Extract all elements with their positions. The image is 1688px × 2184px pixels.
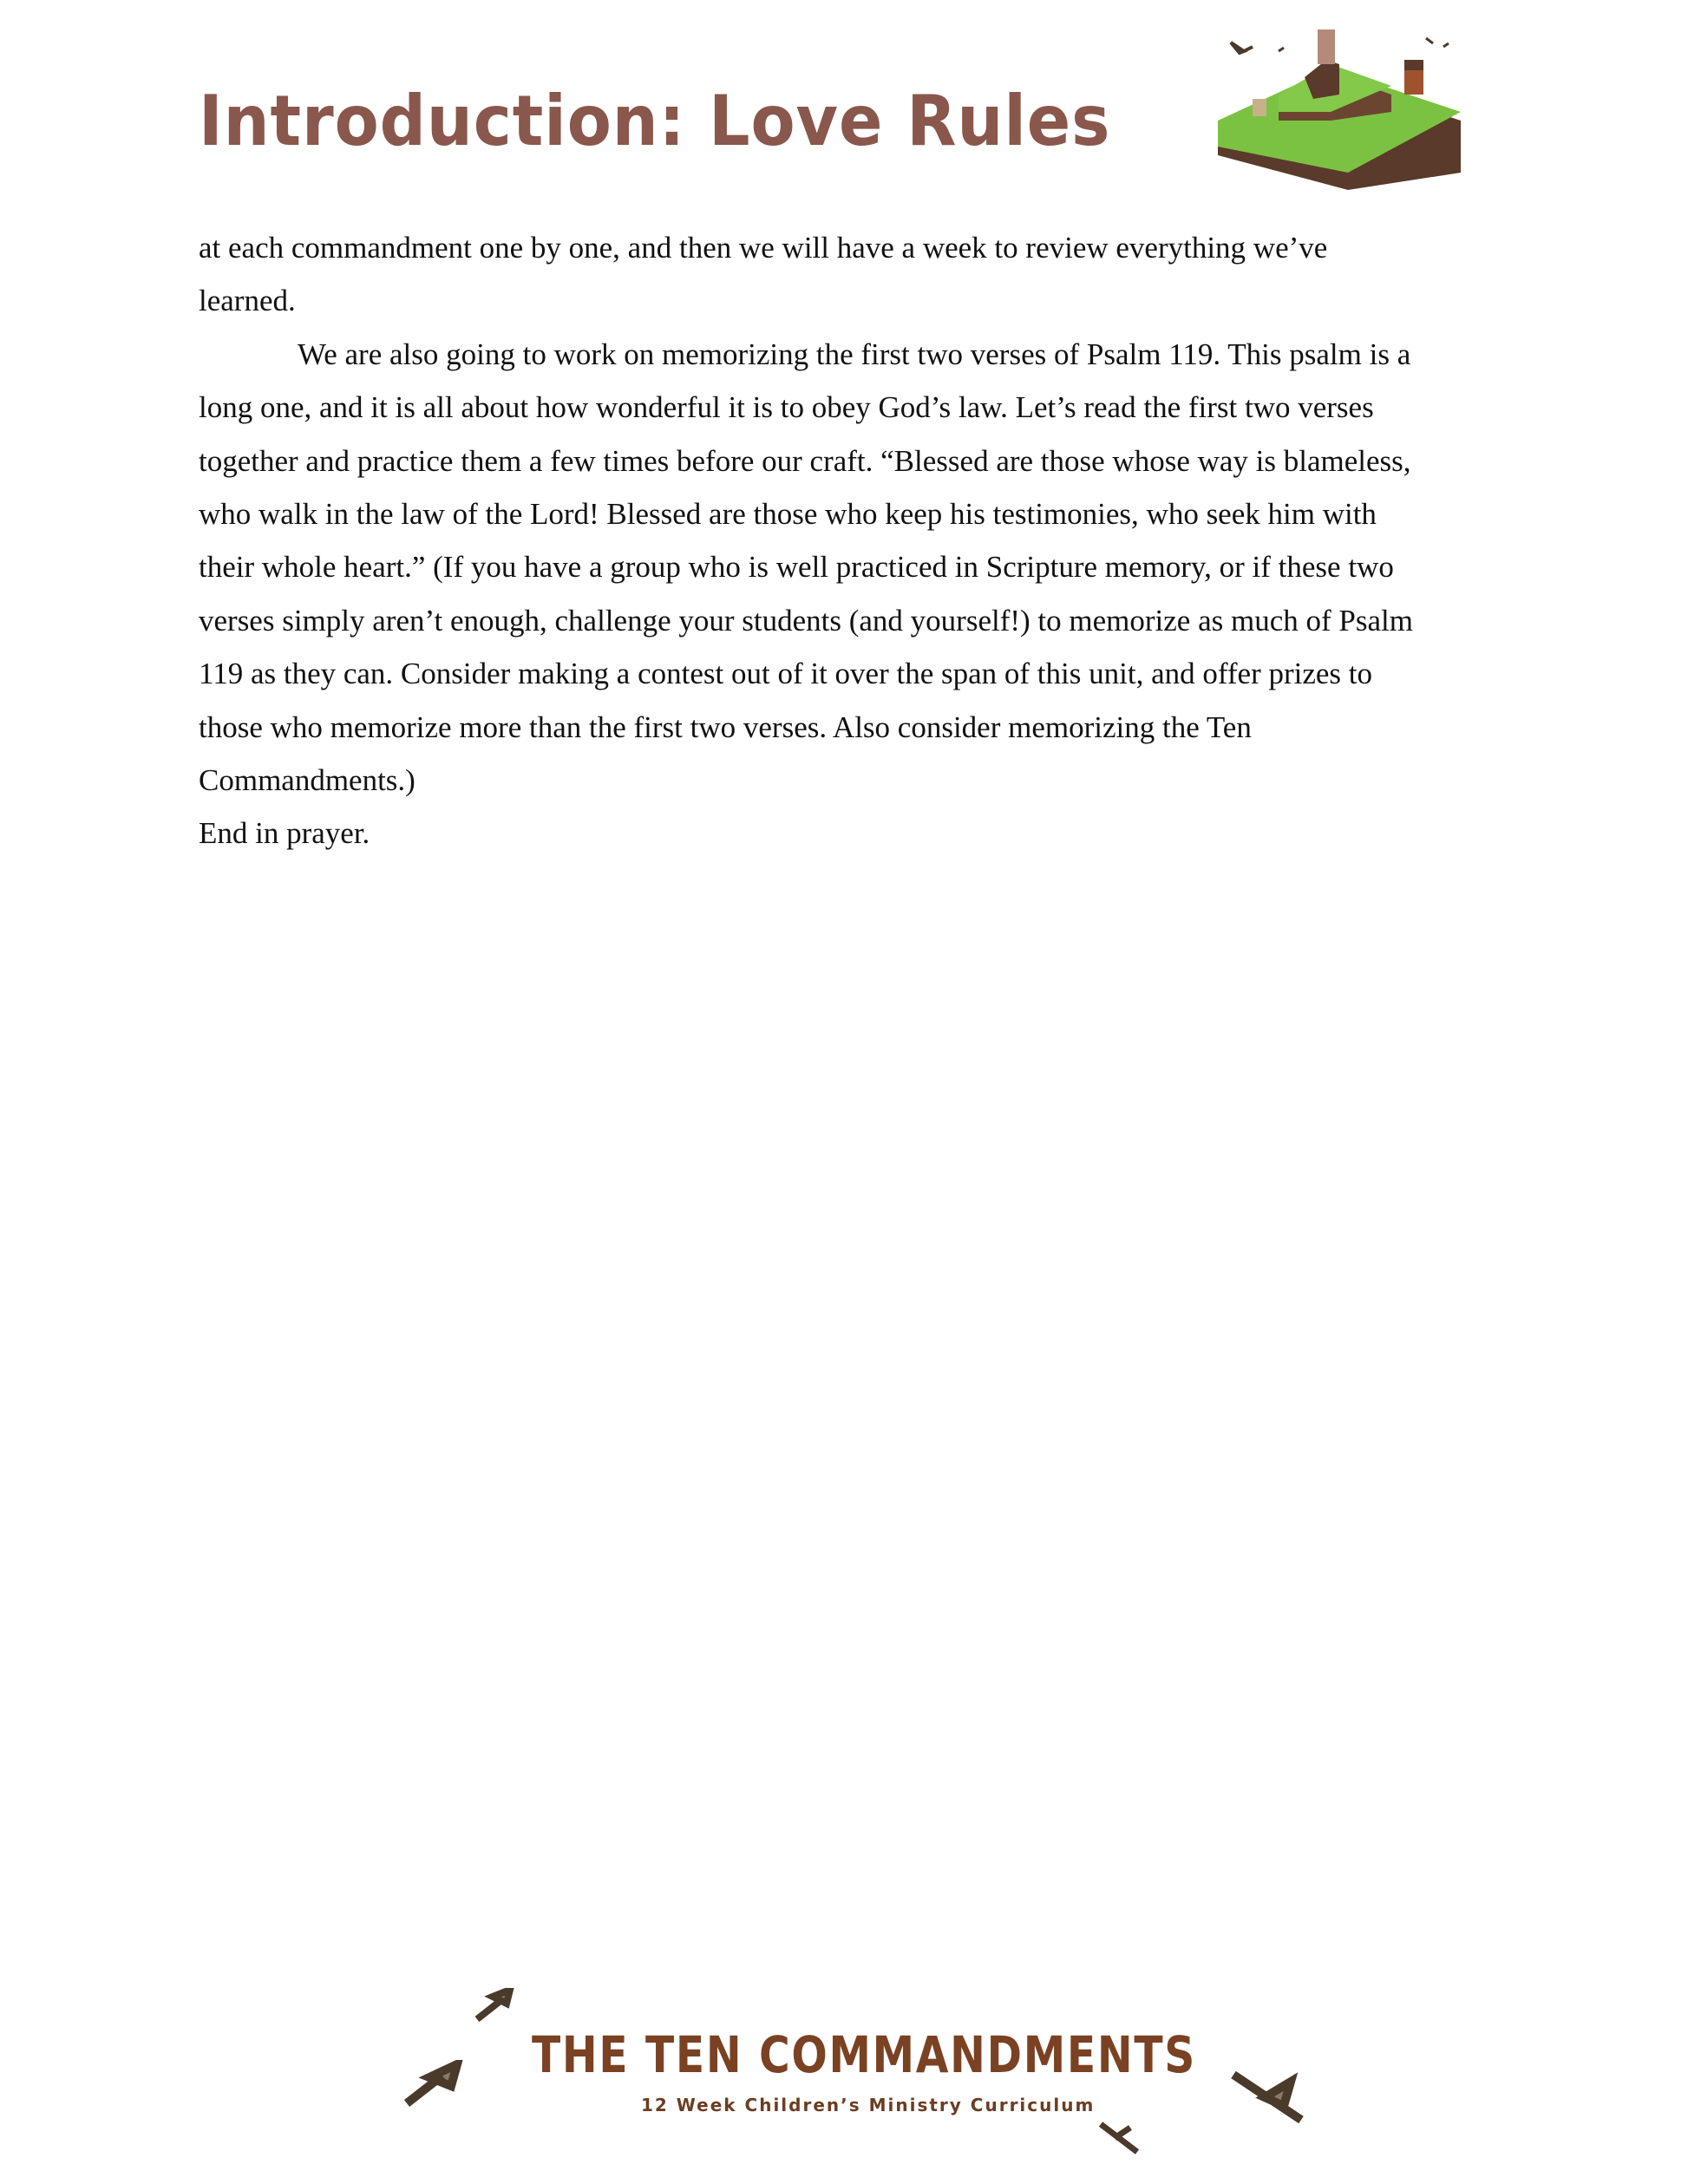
text-line: who walk in the law of the Lord! Blessed are those who keep his testimonies, who seek him with: [199, 496, 1377, 531]
footer-title: THE TEN COMMANDMENTS: [532, 2025, 1197, 2084]
bird-icon: [1230, 2071, 1308, 2123]
text-line: 119 as they can. Consider making a contest out of it over the span of this unit, and offer prizes to: [199, 657, 1373, 691]
text-line: their whole heart.” (If you have a group who is well practiced in Scripture memory, or if these two: [199, 550, 1394, 585]
text-line: learned.: [199, 284, 296, 318]
text-line: End in prayer.: [199, 816, 370, 851]
mountain-illustration-icon: [1201, 25, 1469, 190]
page-title: Introduction: Love Rules: [199, 81, 1111, 161]
body-text: [199, 221, 1500, 860]
bird-icon: [403, 2060, 464, 2108]
bird-icon: [1097, 2121, 1141, 2155]
text-line: together and practice them a few times before our craft. “Blessed are those whose way is blameless,: [199, 443, 1411, 478]
footer-subtitle: 12 Week Children’s Ministry Curriculum: [641, 2095, 1096, 2115]
footer-logo: [399, 1978, 1318, 2151]
bird-icon: [475, 1988, 519, 2023]
text-line: those who memorize more than the first two verses. Also consider memorizing the Ten: [199, 709, 1252, 744]
text-line: long one, and it is all about how wonderful it is to obey God’s law. Let’s read the first two verses: [199, 390, 1374, 425]
text-line: Commandments.): [199, 762, 415, 797]
text-line: at each commandment one by one, and then we will have a week to review everything we’ve: [199, 231, 1328, 265]
text-line: verses simply aren’t enough, challenge your students (and yourself!) to memorize as much of Psalm: [199, 603, 1413, 638]
text-line: We are also going to work on memorizing the first two verses of Psalm 119. This psalm is a: [298, 337, 1411, 371]
